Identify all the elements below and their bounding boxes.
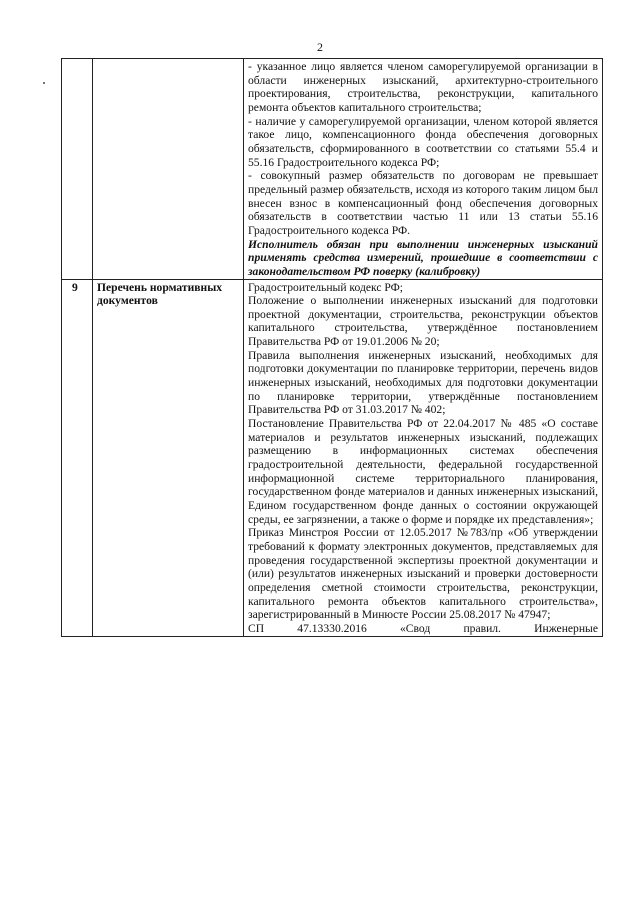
row-number-cell [62, 59, 93, 280]
page-number: 2 [317, 40, 323, 54]
row-content-cell [244, 59, 603, 280]
requirements-table [61, 58, 603, 637]
row-name: Перечень нормативных документов [97, 280, 223, 308]
row-content-cell [244, 279, 603, 636]
content-paragraph: Положение о выполнении инженерных изысканий для подготовки проектной документации, строительства, реконструкции объектов капитального строительства, утверждённое постановлением Правительства РФ от 19.01.2006 № 20; [248, 294, 598, 349]
content-paragraph: Правила выполнения инженерных изысканий, необходимых для подготовки документации по планировке территории, перечень видов инженерных изысканий, необходимых для подготовки документации по планировке территории, утверждённые постановлением Правительства РФ от 31.03.2017 № 402; [248, 348, 598, 417]
content-paragraph: Постановление Правительства РФ от 22.04.2017 № 485 «О составе материалов и результатов инженерных изысканий, подлежащих размещению в информационных системах обеспечения градостроительной деятельности, федеральной государственной информационной системе территориального планирования, государственном фонде материалов и данных инженерных изысканий, Едином государственном фонде данных о состоянии окружающей среды, ее загрязнении, а также о форме и порядке их представления»; [248, 417, 598, 526]
scan-speck [43, 82, 45, 84]
content-paragraph: Градостроительный кодекс РФ; [248, 280, 404, 294]
content-paragraph: СП 47.13330.2016 «Свод правил. Инженерные [248, 621, 598, 635]
content-paragraph: - указанное лицо является членом саморегулируемой организации в области инженерных изысканий, архитектурно-строительного проектирования, строительства, реконструкции, капитального ремонта объектов капитального строительства; [248, 60, 598, 114]
content-paragraph: Приказ Минстроя России от 12.05.2017 №783/пр «Об утверждении требований к формату электронных документов, представляемых для проведения государственной экспертизы проектной документации и (или) результатов инженерных изысканий и проверки достоверности определения сметной стоимости строительства, реконструкции, капитального ремонта объектов капитального строительства», зарегистрированный в Минюсте России 25.08.2017 № 47947; [248, 526, 598, 622]
table-row [62, 59, 603, 280]
content-paragraph: - наличие у саморегулируемой организации, членом которой является такое лицо, компенсационного фонда обеспечения договорных обязательств, сформированного в соответствии со статьями 55.4 и 55.16 Градостроительного кодекса РФ; [248, 114, 598, 169]
row-number [66, 60, 72, 73]
row-name-cell [93, 279, 244, 636]
row-number-cell [62, 279, 93, 636]
row-number: 9 [72, 280, 78, 294]
emphasis-paragraph: Исполнитель обязан при выполнении инженерных изысканий применять средства измерений, прошедшие в соответствии с законодательством РФ поверку (калибровку) [248, 237, 598, 278]
row-name-cell [93, 59, 244, 280]
table-row [62, 279, 603, 636]
content-paragraph: - совокупный размер обязательств по договорам не превышает предельный размер обязательств, исходя из которого таким лицом был внесен взнос в компенсационный фонд обеспечения договорных обязательств в соответствии частью 11 или 13 статьи 55.16 Градостроительного кодекса РФ. [248, 169, 598, 237]
